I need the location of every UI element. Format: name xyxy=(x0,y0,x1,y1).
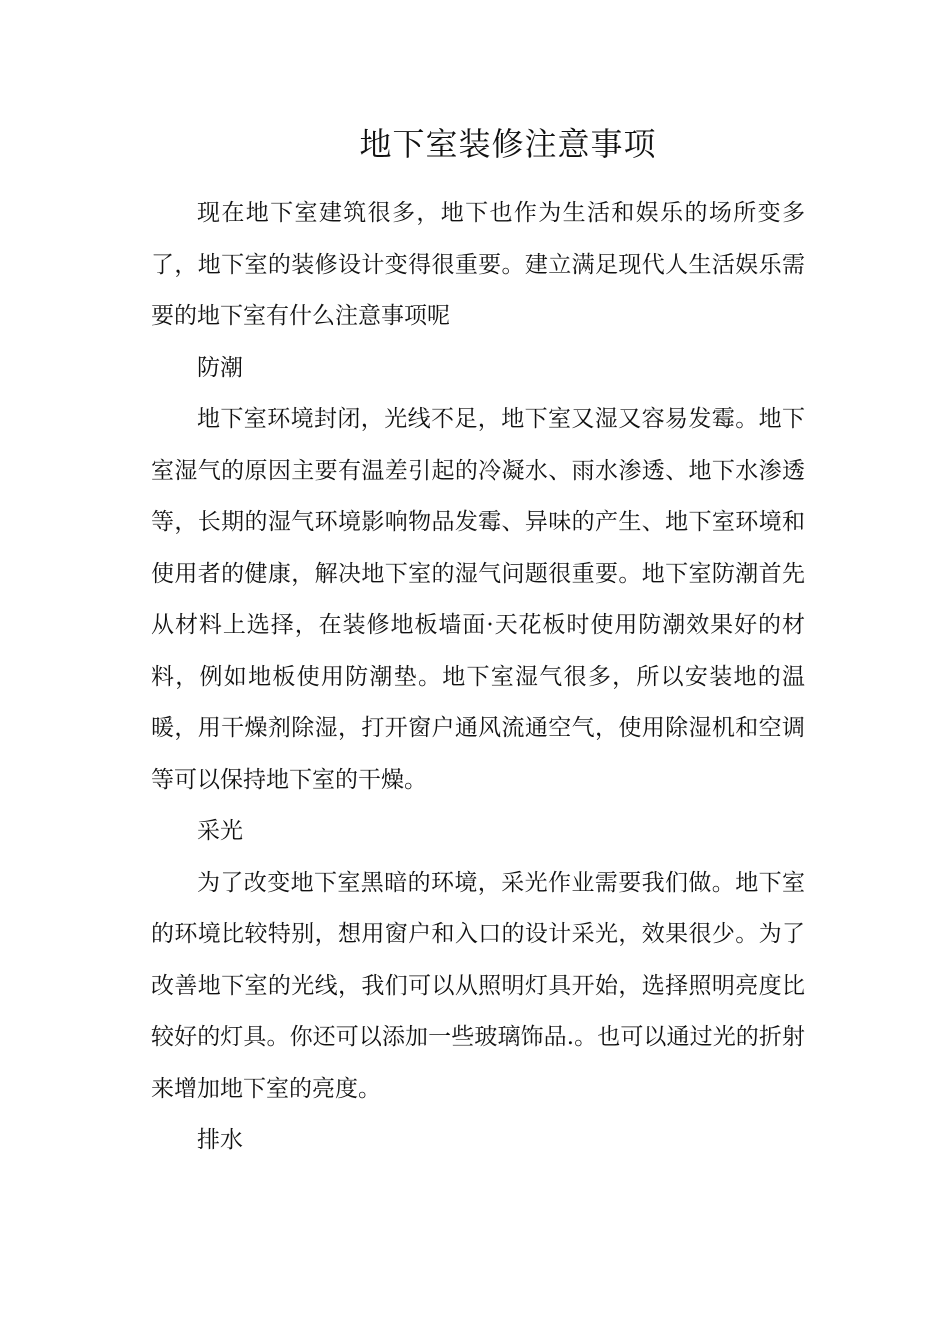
intro-paragraph: 现在地下室建筑很多，地下也作为生活和娱乐的场所变多了，地下室的装修设计变得很重要。建立满足现代人生活娱乐需要的地下室有什么注意事项呢 xyxy=(151,200,805,329)
section-heading-lighting: 采光 xyxy=(197,818,243,844)
page-title: 地下室装修注意事项 xyxy=(359,125,657,163)
section-heading-drainage: 排水 xyxy=(197,1127,243,1153)
document-body xyxy=(151,188,805,1167)
section-heading-moisture: 防潮 xyxy=(197,354,243,381)
section-body-lighting: 为了改变地下室黑暗的环境，采光作业需要我们做。地下室的环境比较特别，想用窗户和入口的设计采光，效果很少。为了改善地下室的光线，我们可以从照明灯具开始，选择照明亮度比较好的灯具。你还可以添加一些玻璃饰品.。也可以通过光的折射来增加地下室的亮度。 xyxy=(151,869,805,1102)
section-body-moisture: 地下室环境封闭，光线不足，地下室又湿又容易发霉。地下室湿气的原因主要有温差引起的冷凝水、雨水渗透、地下水渗透等，长期的湿气环境影响物品发霉、异味的产生、地下室环境和使用者的健康，解决地下室的湿气问题很重要。地下室防潮首先从材料上选择，在装修地板墙面·天花板时使用防潮效果好的材料，例如地板使用防潮垫。地下室湿气很多，所以安装地的温暖，用干燥剂除湿，打开窗户通风流通空气，使用除湿机和空调等可以保持地下室的干燥。 xyxy=(151,406,805,793)
